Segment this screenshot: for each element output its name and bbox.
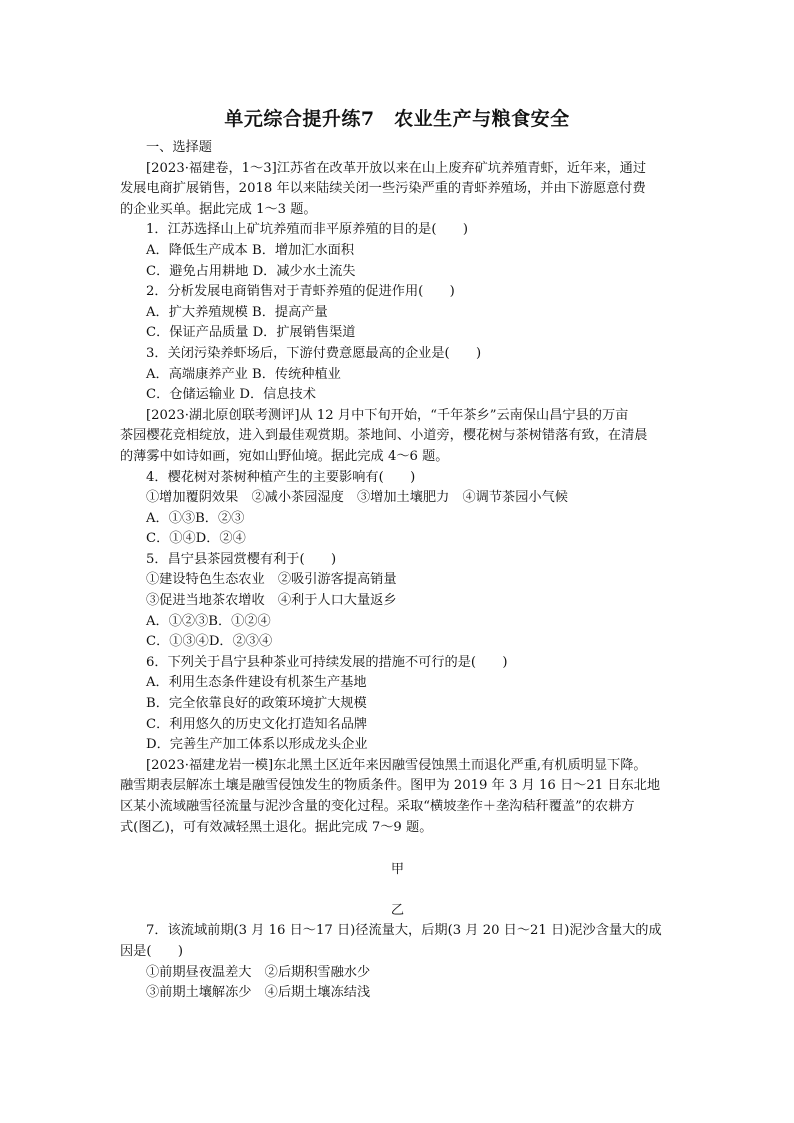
question-stem: 6．下列关于昌宁县种茶业可持续发展的措施不可行的是( ): [146, 654, 508, 670]
answer-options: A．扩大养殖规模 B．提高产量: [146, 304, 328, 320]
answer-options: A．降低生产成本 B．增加汇水面积: [146, 242, 355, 258]
statement-items: ③前期土壤解冻少 ④后期土壤冻结浅: [146, 985, 371, 1001]
statement-items: ①前期昼夜温差大 ②后期积雪融水少: [146, 964, 371, 980]
material-line: 的企业买单。据此完成 1～3 题。: [120, 201, 317, 217]
question-7: [120, 921, 675, 1003]
question-stem: 7．该流域前期(3 月 16 日～17 日)径流量大，后期(3 月 20 日～21 日)泥沙含量大的成: [146, 923, 662, 939]
question-stem: 1．江苏选择山上矿坑养殖而非平原养殖的目的是( ): [146, 222, 468, 238]
figure-spacer: [120, 881, 675, 901]
answer-options: C．避免占用耕地 D．减少水土流失: [146, 263, 356, 279]
material-line: 式(图乙)，可有效减轻黑土退化。据此完成 7～9 题。: [120, 819, 433, 835]
statement-items: ①建设特色生态农业 ②吸引游客提高销量: [146, 572, 397, 588]
question-stem: 4．樱花树对茶树种植产生的主要影响有( ): [146, 469, 416, 485]
answer-options: A．①②③B．①②④: [146, 613, 271, 629]
page-title: 单元综合提升练7 农业生产与粮食安全: [224, 108, 570, 130]
answer-options: C．保证产品质量 D．扩展销售渠道: [146, 325, 356, 341]
answer-options: C．①③④D．②③④: [146, 634, 273, 650]
material-1: [120, 159, 675, 221]
material-line: 发展电商扩展销售，2018 年以来陆续关闭一些污染严重的青虾养殖场，并由下游愿意付费: [120, 181, 646, 197]
document-body: [120, 138, 675, 1004]
material-line: 区某小流域融雪径流量与泥沙含量的变化过程。采取“横坡垄作＋垄沟秸秆覆盖”的农耕方: [120, 799, 635, 814]
question-6: [120, 653, 675, 756]
section-heading: 一、选择题: [146, 140, 212, 155]
material-line: 的薄雾中如诗如画，宛如山野仙境。据此完成 4～6 题。: [120, 448, 449, 464]
material-3: [120, 756, 675, 838]
material-2: [120, 406, 675, 468]
answer-option-c: C．利用悠久的历史文化打造知名品牌: [146, 716, 368, 732]
figure-spacer: [120, 838, 675, 860]
answer-option-a: A．利用生态条件建设有机茶生产基地: [146, 675, 367, 691]
question-stem: 5．昌宁县茶园赏樱有利于( ): [146, 551, 337, 567]
statement-items: ③促进当地茶农增收 ④利于人口大量返乡: [146, 593, 397, 609]
statement-items: ①增加覆阴效果 ②减小茶园湿度 ③增加土壤肥力 ④调节茶园小气候: [146, 490, 568, 506]
figure-label-yi: 乙: [390, 902, 405, 918]
material-line: [2023·福建龙岩一模]东北黑土区近年来因融雪侵蚀黑土而退化严重,有机质明显下降。: [146, 757, 647, 773]
question-4: [120, 468, 675, 550]
material-line: [2023·福建卷，1～3]江苏省在改革开放以来在山上废弃矿坑养殖青虾，近年来，通过: [146, 160, 647, 176]
question-3: [120, 344, 675, 406]
figure-label-jia: 甲: [390, 862, 405, 878]
answer-options: A．高端康养产业 B．传统种植业: [146, 366, 341, 382]
question-stem: 2．分析发展电商销售对于青虾养殖的促进作用( ): [146, 284, 455, 300]
answer-option-d: D．完善生产加工体系以形成龙头企业: [146, 737, 368, 753]
question-1: [120, 220, 675, 282]
question-stem: 3．关闭污染养虾场后，下游付费意愿最高的企业是( ): [146, 345, 482, 361]
question-stem-cont: 因是( ): [120, 943, 184, 959]
material-line: [2023·湖北原创联考测评]从 12 月中下旬开始，“千年茶乡”云南保山昌宁县的万亩: [146, 407, 629, 423]
material-line: 融雪期表层解冻土壤是融雪侵蚀发生的物质条件。图甲为 2019 年 3 月 16 日～21 日东北地: [120, 778, 661, 794]
answer-options: C．①④D．②④: [146, 531, 246, 547]
material-line: 茶园樱花竞相绽放，进入到最佳观赏期。茶地间、小道旁，樱花树与茶树错落有致，在清晨: [120, 428, 648, 444]
answer-options: C．仓储运输业 D．信息技术: [146, 387, 316, 403]
question-5: [120, 550, 675, 653]
answer-options: A．①③B．②③: [146, 510, 245, 526]
question-2: [120, 282, 675, 344]
answer-option-b: B．完全依靠良好的政策环境扩大规模: [146, 696, 367, 712]
